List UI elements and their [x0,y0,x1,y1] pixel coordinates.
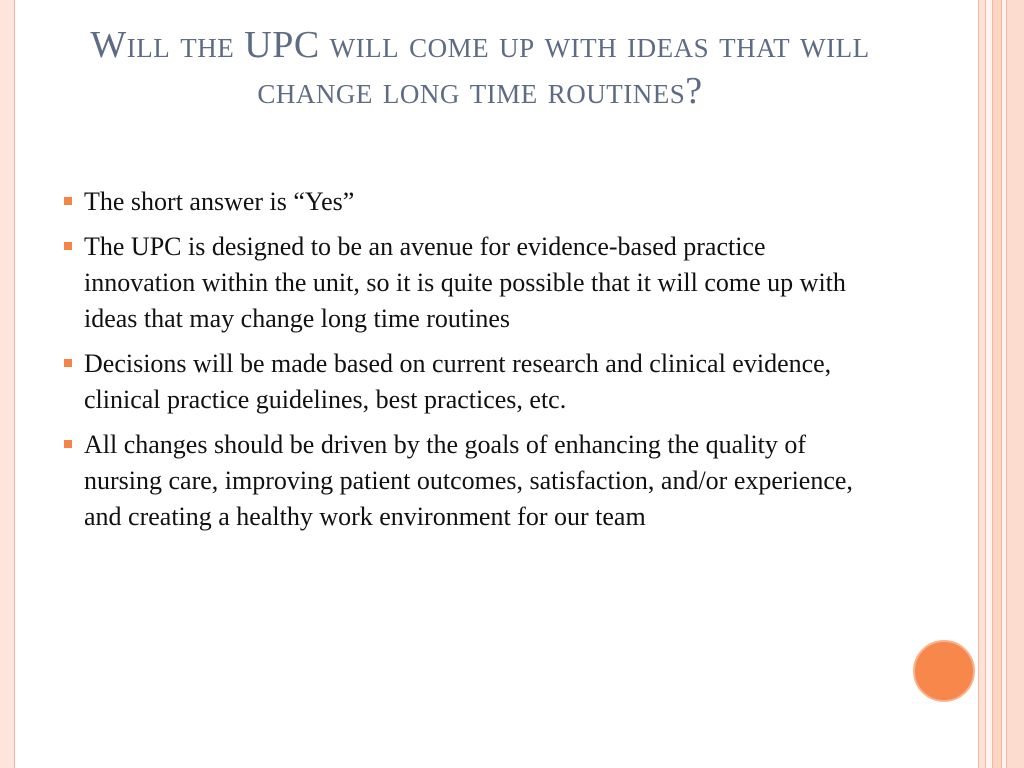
bullet-item [62,346,882,418]
left-decorative-border [0,0,15,768]
bullet-text: All changes should be driven by the goals of enhancing the quality of nursing care, improving patient outcomes, satisfaction, and/or experience, and creating a healthy work environment for our team [84,430,853,531]
stripe [992,0,1002,768]
bullet-item [62,427,882,535]
stripe [978,0,986,768]
bullet-text: The short answer is “Yes” [84,187,355,216]
bullet-item [62,229,882,337]
bullet-list [62,184,882,544]
square-bullet-icon [64,242,72,250]
right-decorative-stripes [978,0,1024,768]
slide-title: Will the UPC will come up with ideas that will change long time routines? [90,24,870,112]
bullet-text: Decisions will be made based on current research and clinical evidence, clinical practice guidelines, best practices, etc. [84,349,832,414]
square-bullet-icon [64,440,72,448]
bullet-item [62,184,882,220]
square-bullet-icon [64,197,72,205]
decorative-circle-icon [913,640,975,702]
stripe [1006,0,1024,768]
bullet-text: The UPC is designed to be an avenue for evidence-based practice innovation within the unit, so it is quite possible that it will come up with ideas that may change long time routines [84,232,846,333]
square-bullet-icon [64,359,72,367]
